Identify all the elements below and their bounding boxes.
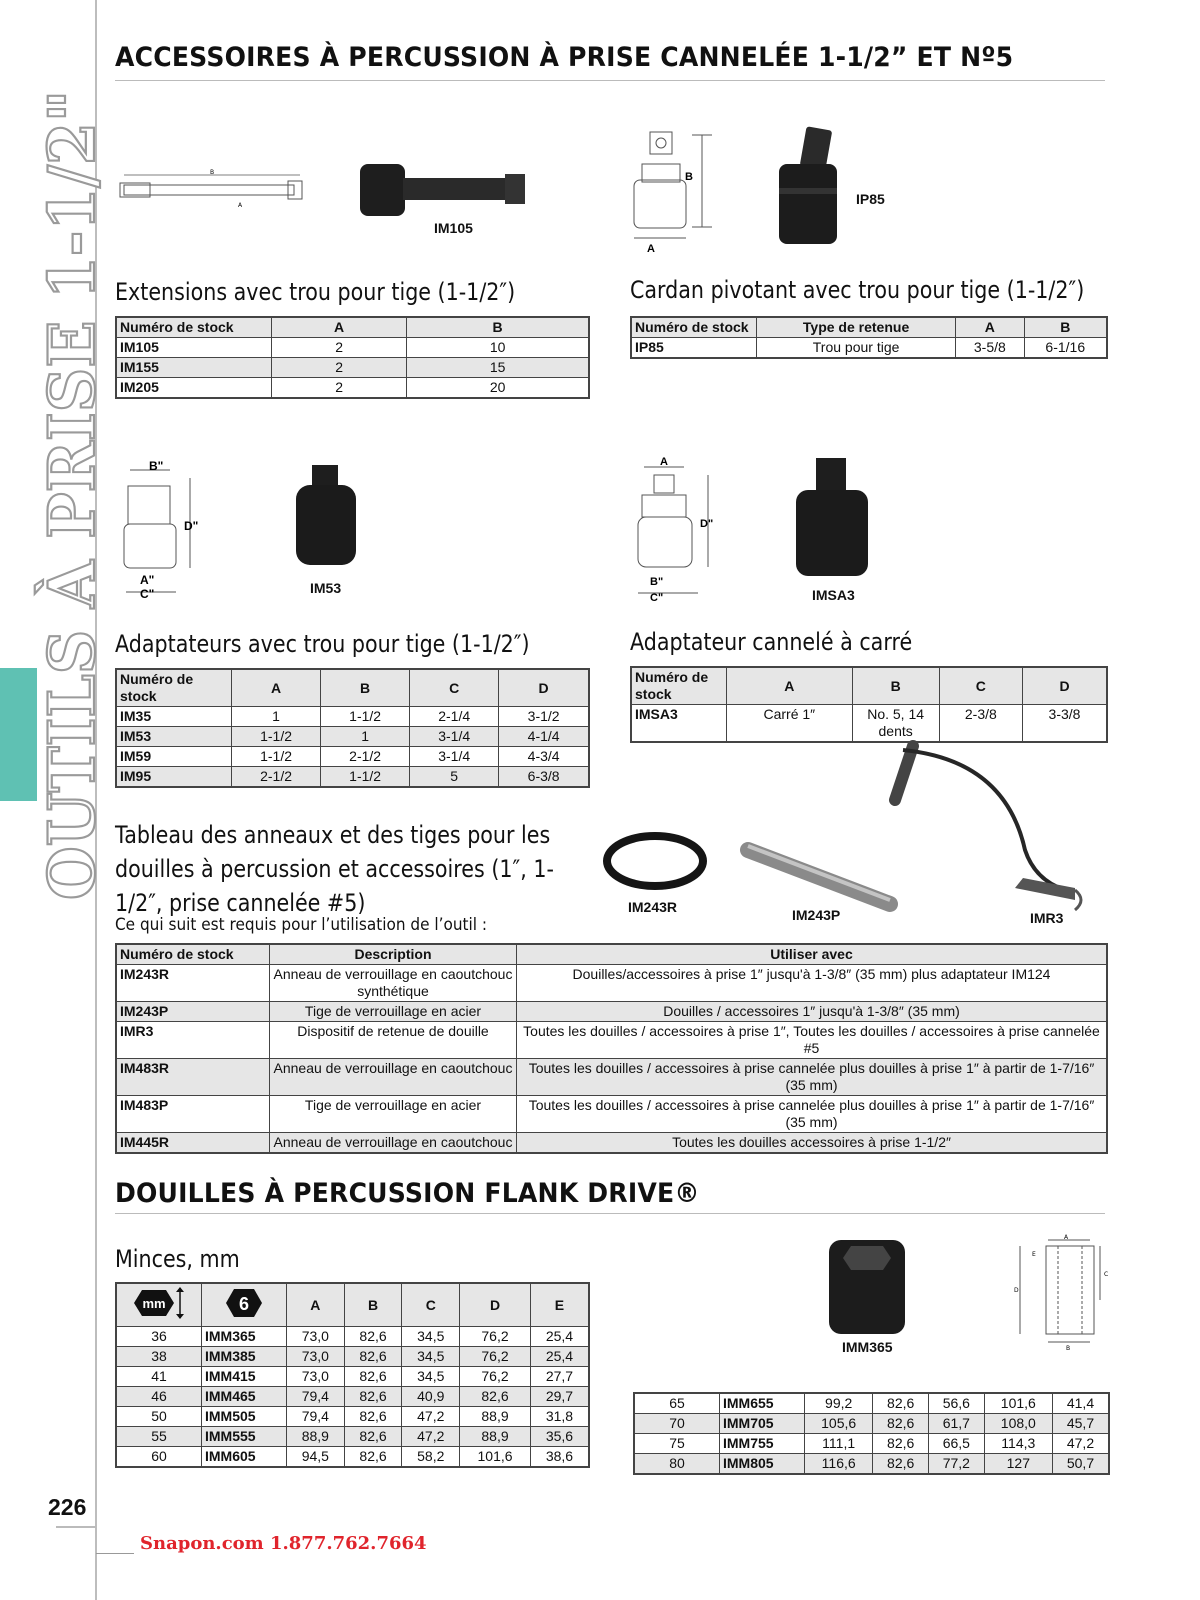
extension-diagram [120,165,310,215]
stock-cell: IMM605 [202,1447,287,1468]
extension-photo [355,162,535,222]
dimension-cell: 40,9 [402,1387,460,1407]
ip85-caption: IP85 [856,191,885,207]
size-cell: 50 [116,1407,202,1427]
svg-text:C: C [1104,1271,1109,1278]
retainer-photo [875,740,1090,915]
mm-size-icon [130,1286,188,1320]
cardan-title: Cardan pivotant avec trou pour tige (1-1/2″) [630,276,1085,304]
dimension-cell: 82,6 [873,1393,929,1414]
size-cell: 46 [116,1387,202,1407]
footer-rule [96,1553,134,1554]
page-title: ACCESSOIRES À PERCUSSION À PRISE CANNELÉE 1-1/2” ET Nº5 [115,42,1014,73]
size-cell: 38 [116,1347,202,1367]
stock-cell: IMM505 [202,1407,287,1427]
size-cell: 41 [116,1367,202,1387]
dimension-cell: 88,9 [460,1427,531,1447]
table-row [116,1447,589,1468]
minces-title: Minces, mm [115,1245,240,1273]
svg-text:B: B [209,169,215,176]
size-cell: 60 [116,1447,202,1468]
dimension-cell: 79,4 [287,1407,345,1427]
dimension-cell: 34,5 [402,1347,460,1367]
dimension-cell: 73,0 [287,1367,345,1387]
dimension-cell: 79,4 [287,1387,345,1407]
im53-caption: IM53 [310,580,342,596]
dimension-cell: 34,5 [402,1367,460,1387]
dimension-cell: 105,6 [805,1414,873,1434]
side-title-text: OUTILS À PRISE 1-1/2" [35,60,110,900]
svg-text:C": C" [140,587,155,601]
minces-table-left: mm 6 A B C D E 36 IMM365 73,0 82,6 34,5 76,2 25,4 38 IMM385 73,0 82,6 34,5 76,2 25,4 41 IMM415 73,0 82,6 34,5 76,2 27,7 46 IMM465 79,4 82,6 40,9 82,6 29,7 50 IMM505 79,4 82,6 47,2 88,9 31,8 55 IMM555 88,9 82,6 47,2 88,9 35,6 60 IMM605 94,5 82,6 58,2 101,6 38,6 [115,1282,590,1468]
square-adapter-photo [790,458,875,578]
table-row [116,1387,589,1407]
square-adapter-diagram [638,455,733,603]
adapter-diagram [122,458,212,603]
dimension-cell: 82,6 [873,1434,929,1454]
dimension-cell: 82,6 [344,1347,402,1367]
dimension-cell: 99,2 [805,1393,873,1414]
dimension-cell: 76,2 [460,1367,531,1387]
svg-text:mm: mm [142,1296,166,1311]
svg-text:D": D" [700,518,714,530]
page-number: 226 [48,1494,87,1520]
svg-text:B: B [1066,1345,1071,1352]
dimension-cell: 47,2 [402,1407,460,1427]
flank-title: DOUILLES À PERCUSSION FLANK DRIVE® [115,1178,700,1209]
dimension-cell: 101,6 [460,1447,531,1468]
svg-text:D: D [1014,1287,1019,1294]
im243r-caption: IM243R [628,899,678,915]
dimension-cell: 47,2 [1052,1434,1109,1454]
svg-text:E: E [1032,1251,1036,1258]
svg-text:C": C" [650,592,664,604]
table-row [116,1367,589,1387]
stock-cell: IMM555 [202,1427,287,1447]
adapters-table: Numéro de stock A B C D IM35 1 1-1/2 2-1/4 3-1/2 IM53 1-1/2 1 3-1/4 4-1/4 IM59 1-1/2 2-1/2 3-1/4 4-3/4 IM95 2-1/2 1-1/2 5 6-3/8 [115,668,590,788]
minces-table-right [633,1392,1110,1475]
extensions-title: Extensions avec trou pour tige (1-1/2″) [115,278,516,306]
dimension-cell: 82,6 [344,1407,402,1427]
page-number-rule [56,1526,96,1528]
dimension-cell: 35,6 [530,1427,589,1447]
dimension-cell: 61,7 [928,1414,984,1434]
svg-text:D": D" [184,519,199,533]
dimension-cell: 76,2 [460,1347,531,1367]
stock-cell: IMM805 [720,1454,805,1475]
rings-note: Ce qui suit est requis pour l’utilisation de l’outil : [115,915,488,935]
six-point-icon [224,1286,264,1320]
socket-diagram [1012,1230,1117,1352]
svg-text:A: A [660,456,668,468]
dimension-cell: 82,6 [344,1427,402,1447]
imm365-caption: IMM365 [842,1339,893,1355]
adapter-photo [290,463,365,573]
stock-cell: IMM655 [720,1393,805,1414]
dimension-cell: 73,0 [287,1347,345,1367]
footer-contact: Snapon.com 1.877.762.7664 [140,1533,427,1554]
adapters-title: Adaptateurs avec trou pour tige (1-1/2″) [115,630,530,658]
dimension-cell: 82,6 [344,1327,402,1347]
svg-text:B: B [685,171,693,183]
dimension-cell: 88,9 [460,1407,531,1427]
dimension-cell: 56,6 [928,1393,984,1414]
dimension-cell: 108,0 [984,1414,1052,1434]
im105-caption: IM105 [434,220,473,236]
rings-title: Tableau des anneaux et des tiges pour les douilles à percussion et accessoires (1″, 1-1/2″, prise cannelée #5) [115,821,554,917]
dimension-cell: 76,2 [460,1327,531,1347]
table-row [116,1407,589,1427]
dimension-cell: 66,5 [928,1434,984,1454]
cardan-photo [775,128,845,246]
table-row [634,1454,1109,1475]
section-tab [0,668,37,801]
size-cell: 75 [634,1434,720,1454]
table-row [116,1327,589,1347]
dimension-cell: 41,4 [1052,1393,1109,1414]
table-row [634,1414,1109,1434]
dimension-cell: 82,6 [344,1387,402,1407]
dimension-cell: 82,6 [873,1414,929,1434]
svg-text:B": B" [650,576,664,588]
cannele-title: Adaptateur cannelé à carré [630,628,913,656]
dimension-cell: 50,7 [1052,1454,1109,1475]
table-row [116,1347,589,1367]
table-row [116,1427,589,1447]
dimension-cell: 127 [984,1454,1052,1475]
svg-text:A: A [238,202,243,209]
dimension-cell: 82,6 [460,1387,531,1407]
svg-text:A: A [1064,1234,1069,1241]
dimension-cell: 77,2 [928,1454,984,1475]
dimension-cell: 34,5 [402,1327,460,1347]
imr3-caption: IMR3 [1030,910,1064,926]
ring-photo [600,830,710,892]
size-cell: 36 [116,1327,202,1347]
title-rule [115,80,1105,81]
dimension-cell: 101,6 [984,1393,1052,1414]
dimension-cell: 73,0 [287,1327,345,1347]
dimension-cell: 27,7 [530,1367,589,1387]
dimension-cell: 116,6 [805,1454,873,1475]
stock-cell: IMM755 [720,1434,805,1454]
dimension-cell: 29,7 [530,1387,589,1407]
flank-rule [115,1213,1105,1214]
table-row [634,1393,1109,1414]
cannele-table: Numéro de stock A B C D IMSA3 Carré 1″ No. 5, 14 dents 2-3/8 3-3/8 [630,666,1108,743]
imsa3-caption: IMSA3 [812,587,855,603]
dimension-cell: 45,7 [1052,1414,1109,1434]
dimension-cell: 31,8 [530,1407,589,1427]
im243p-caption: IM243P [792,907,841,923]
dimension-cell: 47,2 [402,1427,460,1447]
stock-cell: IMM365 [202,1327,287,1347]
stock-cell: IMM415 [202,1367,287,1387]
cardan-diagram [632,130,722,255]
stock-cell: IMM385 [202,1347,287,1367]
cardan-table: Numéro de stock Type de retenue A B IP85 Trou pour tige 3-5/8 6-1/16 [630,316,1108,359]
svg-text:A": A" [140,573,155,587]
dimension-cell: 25,4 [530,1327,589,1347]
dimension-cell: 82,6 [873,1454,929,1475]
extensions-table: Numéro de stock A B IM105 2 10 IM155 2 15 IM205 2 20 [115,316,590,399]
stock-cell: IMM705 [720,1414,805,1434]
dimension-cell: 82,6 [344,1447,402,1468]
dimension-cell: 94,5 [287,1447,345,1468]
svg-text:B": B" [149,459,164,473]
dimension-cell: 114,3 [984,1434,1052,1454]
size-cell: 65 [634,1393,720,1414]
size-cell: 70 [634,1414,720,1434]
dimension-cell: 88,9 [287,1427,345,1447]
svg-text:A: A [647,243,655,255]
side-title [35,60,110,910]
stock-cell: IMM465 [202,1387,287,1407]
size-cell: 80 [634,1454,720,1475]
thin-socket-photo [825,1236,910,1336]
dimension-cell: 58,2 [402,1447,460,1468]
table-row [634,1434,1109,1454]
size-cell: 55 [116,1427,202,1447]
dimension-cell: 82,6 [344,1367,402,1387]
rings-table: Numéro de stock Description Utiliser avec IM243R Anneau de verrouillage en caoutchouc synthétique Douilles/accessoires à prise 1″ jusqu'à 1-3/8″ (35 mm) plus adaptateur IM124 IM243P Tige de verrouillage en acier Douilles / accessoires 1″ jusqu'à 1-3/8″ (35 mm) IMR3 Dispositif de retenue de douille Toutes les douilles / accessoires à prise 1″, Toutes les douilles / accessoires à prise cannelée #5 IM483R Anneau de verrouillage en caoutchouc Toutes les douilles / accessoires à prise cannelée plus douilles à prise 1″ à partir de 1-7/16″ (35 mm) IM483P Tige de verrouillage en acier Toutes les douilles / accessoires à prise cannelée plus douilles à prise 1″ à partir de 1-7/16″ (35 mm) IM445R Anneau de verrouillage en caoutchouc Toutes les douilles accessoires à prise 1-1/2″ [115,943,1108,1154]
dimension-cell: 111,1 [805,1434,873,1454]
dimension-cell: 38,6 [530,1447,589,1468]
dimension-cell: 25,4 [530,1347,589,1367]
svg-text:6: 6 [238,1294,250,1314]
